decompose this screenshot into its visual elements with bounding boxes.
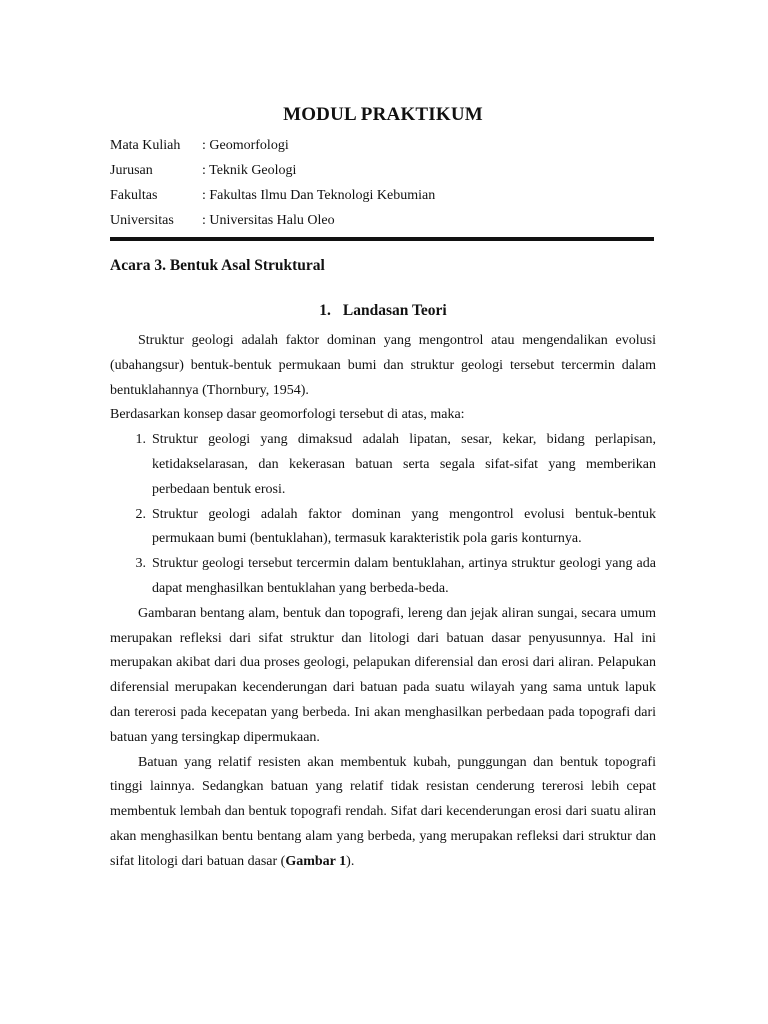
list-item-text: Struktur geologi adalah faktor dominan yang mengontrol evolusi bentuk-bentuk permukaan bumi (bentuklahan), termasuk karakteristik pola garis konturnya. — [152, 506, 656, 547]
figure-reference: Gambar 1 — [285, 853, 347, 869]
list-item-text: Struktur geologi yang dimaksud adalah lipatan, sesar, kekar, bidang perlapisan, ketidakselarasan, dan kekerasan batuan serta segala sifat-sifat yang memberikan perbedaan bentuk erosi. — [152, 432, 656, 497]
paragraph-text-end: ). — [346, 853, 355, 869]
meta-row-universitas — [110, 212, 656, 237]
section-heading — [110, 302, 656, 320]
paragraph-text: Batuan yang relatif resisten akan membentuk kubah, punggungan dan bentuk topografi tinggi lainnya. Sedangkan batuan yang relatif tidak resistan cenderung tererosi lebih cepat membentuk lembah dan bentuk topografi rendah. Sifat dari kecenderungan erosi dari suatu aliran akan menghasilkan bentu bentang alam yang berbeda, yang merupakan refleksi dari struktur dan sifat litologi dari batuan dasar ( — [110, 754, 656, 869]
meta-key: Mata Kuliah — [110, 138, 181, 153]
paragraph: Struktur geologi adalah faktor dominan yang mengontrol atau mengendalikan evolusi (ubahangsur) bentuk-bentuk permukaan bumi dan struktur geologi tersebut tercermin dalam bentuklahannya (Thornbury, 1954). — [110, 333, 656, 398]
meta-key: Jurusan — [110, 163, 153, 178]
list-intro: Berdasarkan konsep dasar geomorfologi tersebut di atas, maka: — [110, 407, 465, 423]
meta-value: : Teknik Geologi — [202, 163, 297, 178]
meta-key: Fakultas — [110, 188, 158, 203]
header-divider-rule — [110, 237, 654, 241]
list-item — [110, 503, 656, 553]
list-item-number: 3. — [135, 556, 146, 572]
list-item — [110, 552, 656, 602]
list-item — [110, 428, 656, 502]
section-number: 1. — [319, 302, 331, 319]
meta-value: : Geomorfologi — [202, 138, 289, 153]
numbered-list — [110, 428, 656, 602]
document-title: MODUL PRAKTIKUM — [283, 104, 483, 125]
document-body — [110, 329, 656, 875]
section-title: Landasan Teori — [342, 302, 447, 319]
meta-row-fakultas — [110, 187, 656, 212]
meta-value: : Fakultas Ilmu Dan Teknologi Kebumian — [202, 188, 436, 203]
list-item-text: Struktur geologi tersebut tercermin dalam bentuklahan, artinya struktur geologi yang ada dapat menghasilkan bentuklahan yang berbeda-beda. — [152, 556, 656, 596]
acara-heading: Acara 3. Bentuk Asal Struktural — [110, 257, 325, 274]
meta-row-jurusan — [110, 162, 656, 187]
list-item-number: 2. — [135, 506, 146, 522]
list-item-number: 1. — [135, 432, 146, 448]
meta-row-mata-kuliah — [110, 137, 656, 162]
paragraph: Gambaran bentang alam, bentuk dan topografi, lereng dan jejak aliran sungai, secara umum merupakan refleksi dari sifat struktur dan litologi dari batuan dasar penyusunnya. Hal ini merupakan akibat dari dua proses geologi, pelapukan diferensial dan erosi dari aliran. Pelapukan diferensial merupakan kecenderungan dari batuan pada suatu wilayah yang sama untuk lapuk dan tererosi pada kecepatan yang berbeda. Ini akan menghasilkan perbedaan pada topografi dari batuan yang tersingkap dipermukaan. — [110, 605, 656, 745]
paragraph — [110, 751, 656, 875]
meta-value: : Universitas Halu Oleo — [202, 213, 335, 228]
meta-key: Universitas — [110, 213, 174, 228]
course-meta-table — [110, 137, 656, 237]
